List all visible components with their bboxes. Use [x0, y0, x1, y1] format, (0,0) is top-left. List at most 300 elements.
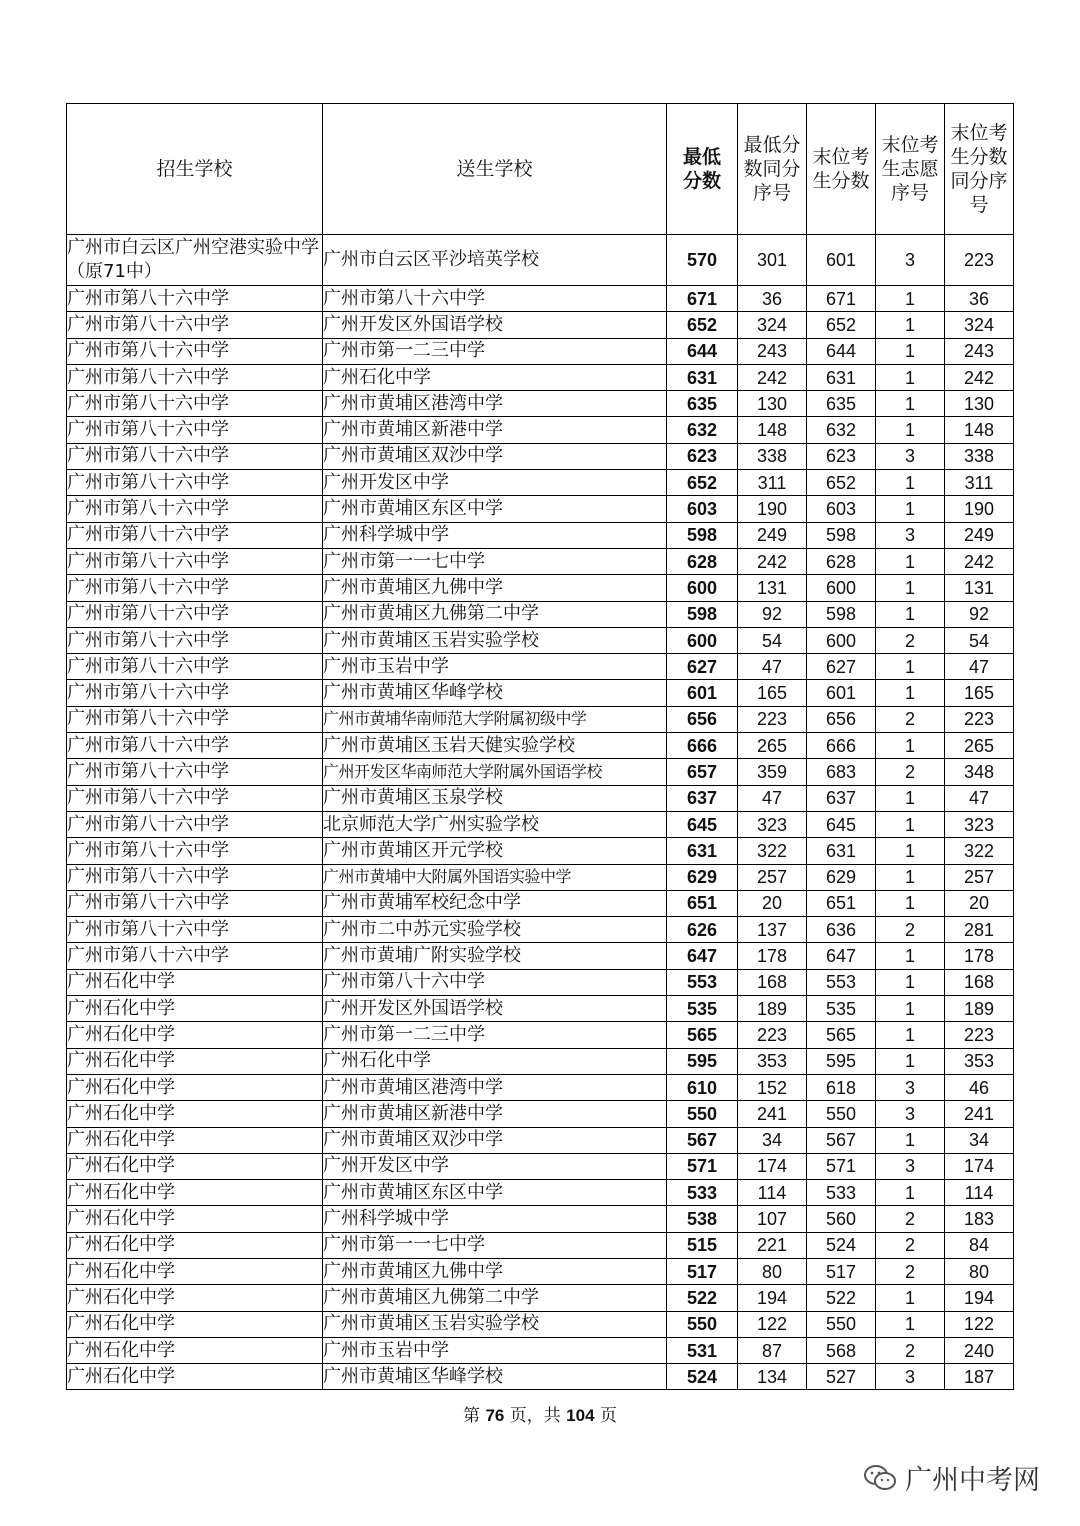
- header-admit-school: 招生学校: [67, 104, 323, 235]
- cell-min-score: 644: [667, 338, 738, 364]
- cell-min-score: 595: [667, 1048, 738, 1074]
- cell-min-score: 628: [667, 548, 738, 574]
- header-line: 序号: [890, 182, 929, 204]
- cell-last-wish: 1: [876, 601, 945, 627]
- cell-min-rank: 107: [738, 1206, 807, 1232]
- cell-send-school: 广州市第一一七中学: [323, 1232, 667, 1258]
- cell-send-school: 广州市黄埔区九佛中学: [323, 1258, 667, 1284]
- cell-last-score: 636: [807, 917, 876, 943]
- table-row: [67, 1364, 1014, 1390]
- table-row: [67, 1074, 1014, 1100]
- table-row: [67, 1232, 1014, 1258]
- cell-last-rank: 257: [945, 864, 1014, 890]
- cell-send-school: 广州开发区外国语学校: [323, 312, 667, 338]
- cell-last-score: 618: [807, 1074, 876, 1100]
- cell-min-rank: 221: [738, 1232, 807, 1258]
- cell-min-rank: 130: [738, 391, 807, 417]
- cell-last-rank: 189: [945, 996, 1014, 1022]
- cell-admit-school: 广州市第八十六中学: [67, 890, 323, 916]
- cell-min-score: 657: [667, 759, 738, 785]
- cell-send-school: 广州市黄埔区九佛第二中学: [323, 1285, 667, 1311]
- page-footer: [0, 1401, 1080, 1426]
- footer-prefix: 第: [463, 1406, 486, 1426]
- cell-send-school: 广州市黄埔区港湾中学: [323, 391, 667, 417]
- cell-last-rank: 223: [945, 706, 1014, 732]
- cell-min-score: 550: [667, 1311, 738, 1337]
- cell-last-rank: 165: [945, 680, 1014, 706]
- cell-admit-school: 广州市第八十六中学: [67, 391, 323, 417]
- table-row: [67, 1048, 1014, 1074]
- cell-min-rank: 194: [738, 1285, 807, 1311]
- footer-page-number: 76: [485, 1406, 505, 1425]
- header-line: 数同分: [743, 158, 801, 180]
- cell-last-wish: 3: [876, 1153, 945, 1179]
- cell-last-rank: 114: [945, 1180, 1014, 1206]
- cell-last-rank: 20: [945, 890, 1014, 916]
- cell-last-rank: 122: [945, 1311, 1014, 1337]
- cell-last-score: 683: [807, 759, 876, 785]
- table-row: [67, 627, 1014, 653]
- cell-min-rank: 338: [738, 443, 807, 469]
- cell-last-score: 565: [807, 1022, 876, 1048]
- cell-last-rank: 324: [945, 312, 1014, 338]
- cell-admit-school: 广州石化中学: [67, 1206, 323, 1232]
- cell-min-score: 550: [667, 1101, 738, 1127]
- cell-admit-school: 广州市第八十六中学: [67, 338, 323, 364]
- cell-last-rank: 130: [945, 391, 1014, 417]
- cell-min-score: 598: [667, 522, 738, 548]
- cell-admit-school: 广州市第八十六中学: [67, 864, 323, 890]
- cell-last-rank: 242: [945, 548, 1014, 574]
- cell-min-rank: 311: [738, 470, 807, 496]
- cell-min-rank: 54: [738, 627, 807, 653]
- cell-last-wish: 1: [876, 1022, 945, 1048]
- cell-send-school: 广州开发区中学: [323, 1153, 667, 1179]
- cell-min-score: 517: [667, 1258, 738, 1284]
- header-line: 序号: [752, 182, 791, 204]
- cell-min-rank: 87: [738, 1337, 807, 1363]
- cell-last-wish: 1: [876, 654, 945, 680]
- cell-min-score: 637: [667, 785, 738, 811]
- table-row: [67, 733, 1014, 759]
- cell-last-rank: 47: [945, 785, 1014, 811]
- cell-last-score: 560: [807, 1206, 876, 1232]
- cell-admit-school: 广州市第八十六中学: [67, 733, 323, 759]
- cell-admit-school: 广州市第八十六中学: [67, 680, 323, 706]
- cell-min-rank: 134: [738, 1364, 807, 1390]
- cell-last-wish: 1: [876, 785, 945, 811]
- header-line: 生志愿: [881, 158, 939, 180]
- cell-min-rank: 178: [738, 943, 807, 969]
- cell-last-score: 652: [807, 470, 876, 496]
- cell-last-wish: 1: [876, 1311, 945, 1337]
- cell-admit-school: 广州市第八十六中学: [67, 785, 323, 811]
- cell-admit-school: 广州市第八十六中学: [67, 706, 323, 732]
- cell-min-rank: 359: [738, 759, 807, 785]
- cell-last-score: 644: [807, 338, 876, 364]
- cell-min-rank: 80: [738, 1258, 807, 1284]
- cell-last-wish: 1: [876, 1048, 945, 1074]
- table-header-row: [67, 104, 1014, 235]
- cell-admit-school: 广州石化中学: [67, 1180, 323, 1206]
- cell-min-score: 603: [667, 496, 738, 522]
- cell-send-school: 广州市黄埔区玉岩实验学校: [323, 627, 667, 653]
- table-row: [67, 864, 1014, 890]
- cell-last-score: 567: [807, 1127, 876, 1153]
- cell-min-score: 652: [667, 312, 738, 338]
- cell-last-wish: 1: [876, 1180, 945, 1206]
- cell-min-rank: 92: [738, 601, 807, 627]
- cell-last-rank: 34: [945, 1127, 1014, 1153]
- cell-min-rank: 36: [738, 286, 807, 312]
- header-line: 分数: [682, 170, 721, 192]
- cell-min-score: 600: [667, 627, 738, 653]
- cell-send-school: 广州市二中苏元实验学校: [323, 917, 667, 943]
- cell-last-rank: 174: [945, 1153, 1014, 1179]
- cell-admit-school: 广州市第八十六中学: [67, 364, 323, 390]
- table-row: [67, 235, 1014, 286]
- table-row: [67, 338, 1014, 364]
- table-row: [67, 548, 1014, 574]
- cell-send-school: 广州市黄埔区新港中学: [323, 417, 667, 443]
- cell-last-rank: 265: [945, 733, 1014, 759]
- cell-last-wish: 1: [876, 338, 945, 364]
- cell-last-rank: 249: [945, 522, 1014, 548]
- cell-min-score: 553: [667, 969, 738, 995]
- cell-min-rank: 249: [738, 522, 807, 548]
- cell-last-score: 527: [807, 1364, 876, 1390]
- cell-last-rank: 348: [945, 759, 1014, 785]
- cell-last-rank: 190: [945, 496, 1014, 522]
- cell-last-rank: 281: [945, 917, 1014, 943]
- table-row: [67, 838, 1014, 864]
- table-row: [67, 1127, 1014, 1153]
- table-row: [67, 1180, 1014, 1206]
- cell-admit-school: 广州市第八十六中学: [67, 548, 323, 574]
- header-line: 同分序: [950, 170, 1008, 192]
- cell-last-score: 628: [807, 548, 876, 574]
- table-row: [67, 785, 1014, 811]
- header-line: 末位考: [881, 134, 939, 156]
- cell-send-school: 广州科学城中学: [323, 1206, 667, 1232]
- cell-last-wish: 3: [876, 443, 945, 469]
- cell-min-score: 565: [667, 1022, 738, 1048]
- cell-last-rank: 46: [945, 1074, 1014, 1100]
- cell-last-rank: 311: [945, 470, 1014, 496]
- cell-last-wish: 1: [876, 364, 945, 390]
- cell-admit-school: 广州石化中学: [67, 1337, 323, 1363]
- cell-admit-school: 广州市第八十六中学: [67, 575, 323, 601]
- cell-last-rank: 80: [945, 1258, 1014, 1284]
- cell-send-school: 广州市黄埔区开元学校: [323, 838, 667, 864]
- cell-min-rank: 223: [738, 1022, 807, 1048]
- cell-admit-school: 广州石化中学: [67, 1101, 323, 1127]
- cell-min-score: 623: [667, 443, 738, 469]
- cell-send-school: 广州市黄埔区华峰学校: [323, 1364, 667, 1390]
- cell-last-score: 524: [807, 1232, 876, 1258]
- cell-last-score: 651: [807, 890, 876, 916]
- cell-min-score: 538: [667, 1206, 738, 1232]
- cell-last-wish: 1: [876, 890, 945, 916]
- cell-admit-school: 广州石化中学: [67, 1048, 323, 1074]
- cell-last-score: 631: [807, 364, 876, 390]
- cell-send-school: 广州市第一二三中学: [323, 1022, 667, 1048]
- table-row: [67, 522, 1014, 548]
- cell-min-score: 533: [667, 1180, 738, 1206]
- cell-admit-school: 广州市第八十六中学: [67, 759, 323, 785]
- cell-last-score: 568: [807, 1337, 876, 1363]
- cell-last-wish: 2: [876, 706, 945, 732]
- cell-last-rank: 243: [945, 338, 1014, 364]
- cell-admit-school: 广州石化中学: [67, 1311, 323, 1337]
- cell-min-score: 524: [667, 1364, 738, 1390]
- cell-last-rank: 323: [945, 811, 1014, 837]
- cell-last-wish: 1: [876, 969, 945, 995]
- cell-min-score: 666: [667, 733, 738, 759]
- table-body: [67, 235, 1014, 1390]
- cell-admit-school: 广州石化中学: [67, 996, 323, 1022]
- cell-send-school: 广州市黄埔区东区中学: [323, 496, 667, 522]
- cell-last-wish: 1: [876, 996, 945, 1022]
- cell-min-rank: 324: [738, 312, 807, 338]
- cell-send-school: 广州市黄埔区玉岩天健实验学校: [323, 733, 667, 759]
- cell-min-score: 531: [667, 1337, 738, 1363]
- cell-last-score: 671: [807, 286, 876, 312]
- cell-min-rank: 301: [738, 235, 807, 286]
- cell-last-wish: 1: [876, 391, 945, 417]
- cell-last-wish: 1: [876, 575, 945, 601]
- cell-last-score: 517: [807, 1258, 876, 1284]
- cell-min-rank: 353: [738, 1048, 807, 1074]
- cell-send-school: 广州开发区外国语学校: [323, 996, 667, 1022]
- cell-min-rank: 168: [738, 969, 807, 995]
- cell-last-score: 533: [807, 1180, 876, 1206]
- table-row: [67, 470, 1014, 496]
- cell-admit-school: 广州市第八十六中学: [67, 627, 323, 653]
- cell-last-wish: 2: [876, 917, 945, 943]
- table-row: [67, 969, 1014, 995]
- cell-min-score: 629: [667, 864, 738, 890]
- admission-table: [66, 103, 1014, 1390]
- cell-last-wish: 2: [876, 1258, 945, 1284]
- header-min-score: [667, 104, 738, 235]
- cell-send-school: 广州市黄埔区新港中学: [323, 1101, 667, 1127]
- table-row: [67, 1022, 1014, 1048]
- cell-admit-school: 广州石化中学: [67, 1127, 323, 1153]
- cell-min-score: 635: [667, 391, 738, 417]
- cell-last-score: 603: [807, 496, 876, 522]
- cell-last-score: 535: [807, 996, 876, 1022]
- cell-last-wish: 3: [876, 522, 945, 548]
- cell-min-rank: 243: [738, 338, 807, 364]
- cell-admit-school: 广州石化中学: [67, 1364, 323, 1390]
- cell-min-rank: 190: [738, 496, 807, 522]
- cell-last-score: 600: [807, 627, 876, 653]
- cell-send-school: 广州市黄埔区玉泉学校: [323, 785, 667, 811]
- footer-suffix: 页: [594, 1406, 617, 1426]
- table-row: [67, 917, 1014, 943]
- cell-last-wish: 2: [876, 1232, 945, 1258]
- table-row: [67, 1101, 1014, 1127]
- cell-last-wish: 3: [876, 1074, 945, 1100]
- table-row: [67, 443, 1014, 469]
- cell-last-rank: 148: [945, 417, 1014, 443]
- cell-min-rank: 323: [738, 811, 807, 837]
- cell-admit-school: 广州市第八十六中学: [67, 496, 323, 522]
- cell-last-wish: 1: [876, 1285, 945, 1311]
- header-last-score: [807, 104, 876, 235]
- watermark-text: 广州中考网: [905, 1465, 1040, 1496]
- cell-min-score: 652: [667, 470, 738, 496]
- header-line: 末位考: [950, 122, 1008, 144]
- cell-last-score: 647: [807, 943, 876, 969]
- cell-min-score: 522: [667, 1285, 738, 1311]
- cell-admit-school: 广州市第八十六中学: [67, 522, 323, 548]
- cell-admit-school: 广州市第八十六中学: [67, 811, 323, 837]
- cell-admit-school: 广州市第八十六中学: [67, 917, 323, 943]
- footer-total-pages: 104: [566, 1406, 595, 1425]
- cell-send-school: 广州市黄埔区华峰学校: [323, 680, 667, 706]
- cell-last-wish: 1: [876, 811, 945, 837]
- wechat-icon: [863, 1464, 897, 1492]
- cell-last-score: 637: [807, 785, 876, 811]
- cell-send-school: 广州市黄埔区玉岩实验学校: [323, 1311, 667, 1337]
- table-row: [67, 811, 1014, 837]
- cell-last-wish: 2: [876, 1206, 945, 1232]
- cell-min-rank: 165: [738, 680, 807, 706]
- cell-last-rank: 223: [945, 1022, 1014, 1048]
- cell-send-school: 广州市第八十六中学: [323, 286, 667, 312]
- cell-send-school: 广州市黄埔广附实验学校: [323, 943, 667, 969]
- cell-min-rank: 47: [738, 785, 807, 811]
- header-last-wish: [876, 104, 945, 235]
- cell-min-score: 651: [667, 890, 738, 916]
- header-line: 最低分: [743, 134, 801, 156]
- cell-last-score: 652: [807, 312, 876, 338]
- cell-last-score: 601: [807, 235, 876, 286]
- cell-last-wish: 1: [876, 548, 945, 574]
- cell-last-rank: 168: [945, 969, 1014, 995]
- cell-min-rank: 265: [738, 733, 807, 759]
- cell-send-school: 广州市黄埔区东区中学: [323, 1180, 667, 1206]
- cell-last-rank: 194: [945, 1285, 1014, 1311]
- cell-min-score: 571: [667, 1153, 738, 1179]
- cell-admit-school: 广州市第八十六中学: [67, 654, 323, 680]
- cell-last-score: 656: [807, 706, 876, 732]
- table-row: [67, 1311, 1014, 1337]
- cell-last-rank: 84: [945, 1232, 1014, 1258]
- header-line: 末位考: [812, 146, 870, 168]
- cell-min-rank: 148: [738, 417, 807, 443]
- cell-min-rank: 241: [738, 1101, 807, 1127]
- cell-admit-school: 广州市第八十六中学: [67, 312, 323, 338]
- cell-min-score: 610: [667, 1074, 738, 1100]
- cell-last-rank: 36: [945, 286, 1014, 312]
- cell-min-rank: 122: [738, 1311, 807, 1337]
- cell-last-rank: 223: [945, 235, 1014, 286]
- cell-min-score: 671: [667, 286, 738, 312]
- cell-send-school: 广州石化中学: [323, 364, 667, 390]
- cell-last-wish: 3: [876, 1364, 945, 1390]
- cell-send-school: 广州石化中学: [323, 1048, 667, 1074]
- cell-send-school: 北京师范大学广州实验学校: [323, 811, 667, 837]
- cell-last-wish: 1: [876, 838, 945, 864]
- cell-admit-school: 广州市白云区广州空港实验中学（原71中）: [67, 235, 323, 286]
- cell-send-school: 广州市黄埔区双沙中学: [323, 443, 667, 469]
- cell-min-rank: 257: [738, 864, 807, 890]
- cell-send-school: 广州市黄埔区九佛第二中学: [323, 601, 667, 627]
- cell-last-score: 571: [807, 1153, 876, 1179]
- cell-admit-school: 广州市第八十六中学: [67, 417, 323, 443]
- cell-admit-school: 广州市第八十六中学: [67, 838, 323, 864]
- cell-min-rank: 137: [738, 917, 807, 943]
- cell-send-school: 广州市黄埔华南师范大学附属初级中学: [323, 706, 667, 732]
- cell-min-score: 656: [667, 706, 738, 732]
- cell-last-wish: 2: [876, 627, 945, 653]
- cell-admit-school: 广州市第八十六中学: [67, 470, 323, 496]
- table-row: [67, 364, 1014, 390]
- cell-min-score: 515: [667, 1232, 738, 1258]
- cell-min-score: 567: [667, 1127, 738, 1153]
- cell-min-score: 631: [667, 364, 738, 390]
- cell-send-school: 广州市玉岩中学: [323, 654, 667, 680]
- cell-admit-school: 广州石化中学: [67, 1232, 323, 1258]
- cell-min-rank: 242: [738, 364, 807, 390]
- table-row: [67, 996, 1014, 1022]
- table-row: [67, 312, 1014, 338]
- table-row: [67, 680, 1014, 706]
- cell-min-score: 627: [667, 654, 738, 680]
- cell-last-score: 635: [807, 391, 876, 417]
- cell-admit-school: 广州石化中学: [67, 1022, 323, 1048]
- cell-last-wish: 1: [876, 496, 945, 522]
- cell-last-wish: 1: [876, 417, 945, 443]
- cell-last-score: 598: [807, 601, 876, 627]
- cell-last-rank: 92: [945, 601, 1014, 627]
- cell-min-rank: 114: [738, 1180, 807, 1206]
- cell-last-wish: 3: [876, 235, 945, 286]
- cell-admit-school: 广州市第八十六中学: [67, 286, 323, 312]
- cell-last-rank: 240: [945, 1337, 1014, 1363]
- cell-send-school: 广州开发区中学: [323, 470, 667, 496]
- cell-last-rank: 187: [945, 1364, 1014, 1390]
- cell-last-score: 598: [807, 522, 876, 548]
- table-row: [67, 601, 1014, 627]
- cell-last-wish: 2: [876, 1337, 945, 1363]
- table-row: [67, 417, 1014, 443]
- cell-min-score: 645: [667, 811, 738, 837]
- cell-send-school: 广州市黄埔区九佛中学: [323, 575, 667, 601]
- cell-last-rank: 47: [945, 654, 1014, 680]
- cell-send-school: 广州市黄埔区双沙中学: [323, 1127, 667, 1153]
- cell-min-score: 631: [667, 838, 738, 864]
- table-row: [67, 943, 1014, 969]
- cell-last-score: 550: [807, 1101, 876, 1127]
- cell-send-school: 广州开发区华南师范大学附属外国语学校: [323, 759, 667, 785]
- table-row: [67, 1206, 1014, 1232]
- table-row: [67, 286, 1014, 312]
- cell-admit-school: 广州石化中学: [67, 1285, 323, 1311]
- cell-min-score: 626: [667, 917, 738, 943]
- cell-last-rank: 242: [945, 364, 1014, 390]
- footer-middle: 页，共: [504, 1406, 567, 1426]
- cell-send-school: 广州市白云区平沙培英学校: [323, 235, 667, 286]
- table-row: [67, 1337, 1014, 1363]
- cell-last-rank: 338: [945, 443, 1014, 469]
- cell-admit-school: 广州石化中学: [67, 1074, 323, 1100]
- cell-min-score: 570: [667, 235, 738, 286]
- cell-min-score: 598: [667, 601, 738, 627]
